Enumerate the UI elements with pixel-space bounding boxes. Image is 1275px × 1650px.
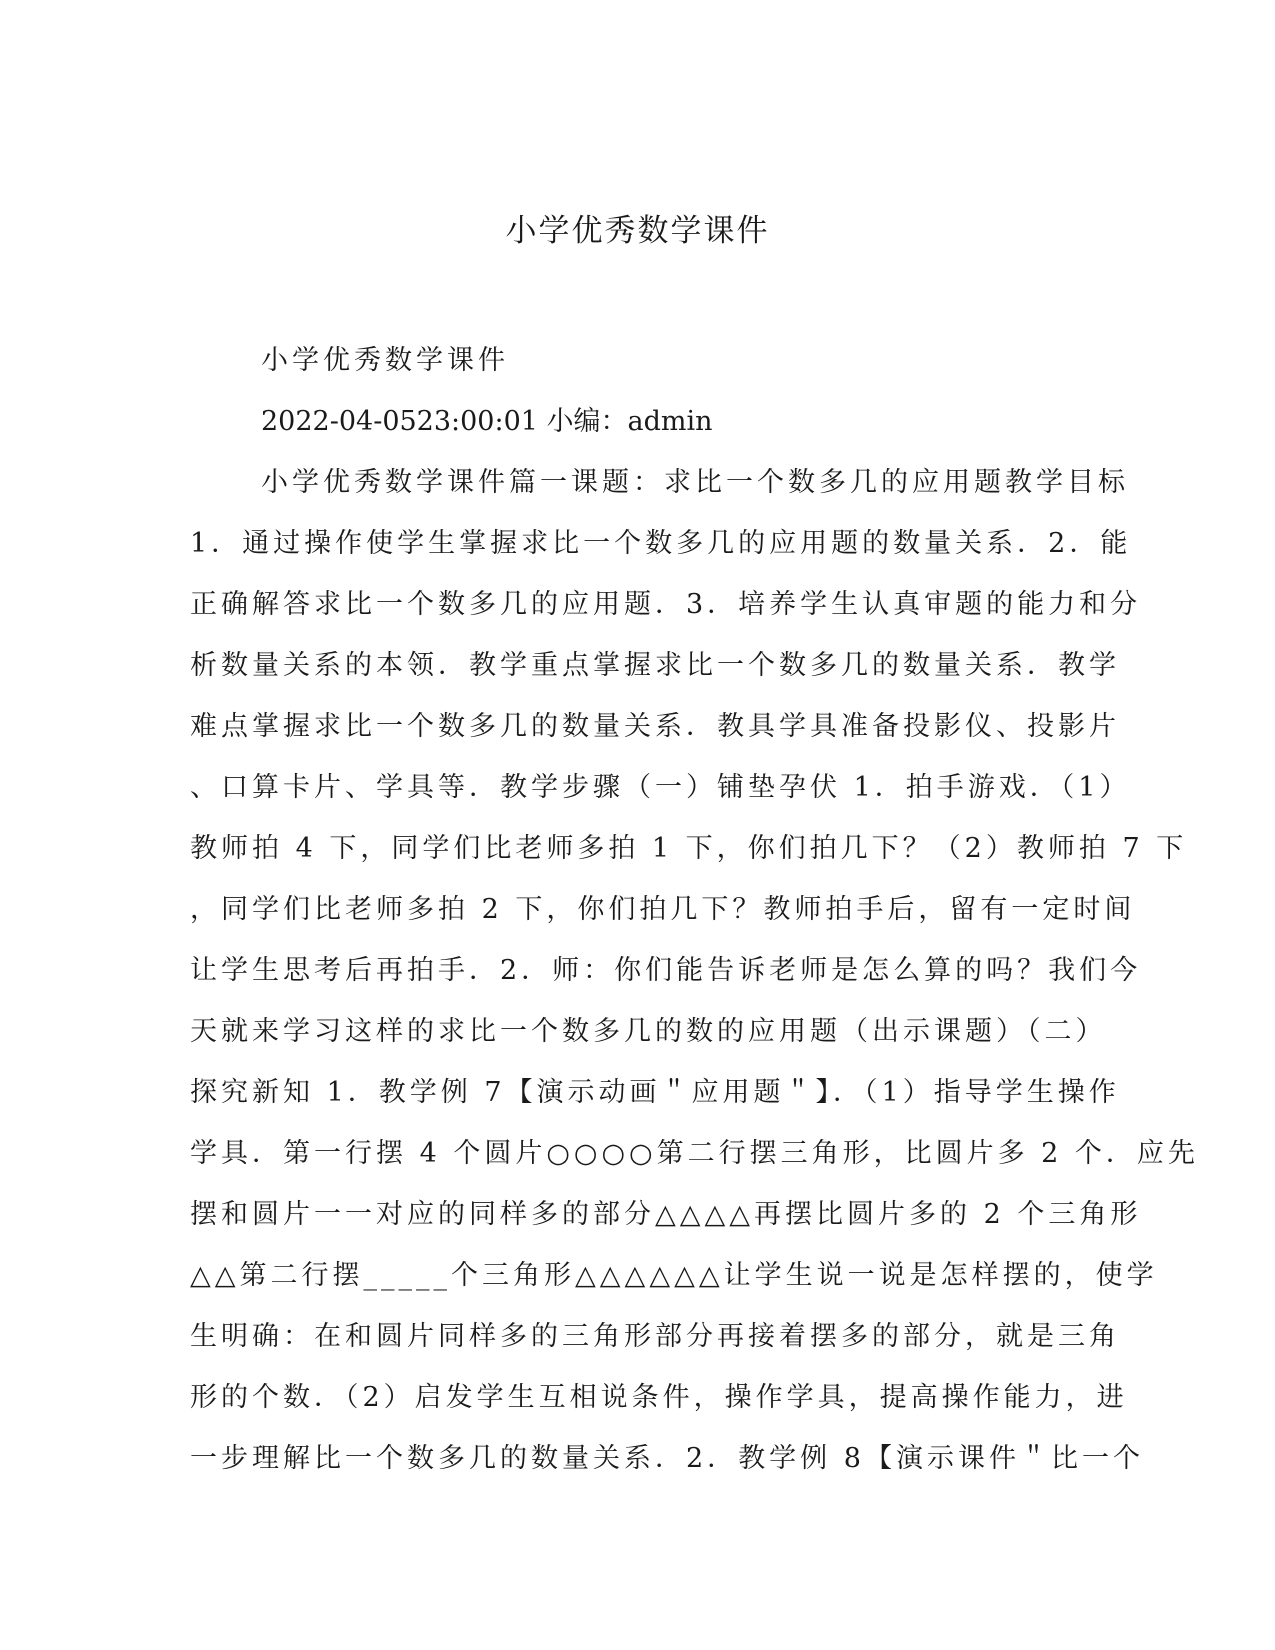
body-line: 学具．第一行摆 4 个圆片○○○○第二行摆三角形，比圆片多 2 个．应先 [190,1138,1199,1169]
body-line: ，同学们比老师多拍 2 下，你们拍几下？教师拍手后，留有一定时间 [190,894,1136,925]
body-line: 析数量关系的本领．教学重点掌握求比一个数多几的数量关系．教学 [190,650,1120,681]
body-line: 正确解答求比一个数多几的应用题．3．培养学生认真审题的能力和分 [190,589,1142,620]
body-line: 小学优秀数学课件篇一课题：求比一个数多几的应用题教学目标 [261,467,1129,498]
body-line: 1．通过操作使学生掌握求比一个数多几的应用题的数量关系．2．能 [190,528,1132,559]
body-line: 一步理解比一个数多几的数量关系．2．教学例 8【演示课件＂比一个 [190,1443,1144,1474]
body-line: 探究新知 1．教学例 7【演示动画＂应用题＂】．（1）指导学生操作 [190,1077,1120,1108]
body-line: 生明确：在和圆片同样多的三角形部分再接着摆多的部分，就是三角 [190,1321,1120,1352]
body-line: △△第二行摆_____个三角形△△△△△△让学生说一说是怎样摆的，使学 [190,1260,1158,1291]
body-line: 、口算卡片、学具等．教学步骤（一）铺垫孕伏 1．拍手游戏．（1） [190,772,1131,803]
document-content [190,330,1199,1489]
body-line: 形的个数．（2）启发学生互相说条件，操作学具，提高操作能力，进 [190,1382,1128,1413]
body-line: 教师拍 4 下，同学们比老师多拍 1 下，你们拍几下？（2）教师拍 7 下 [190,833,1188,864]
document-meta: 2022-04-0523:00:01 小编：admin [261,406,713,437]
body-line: 难点掌握求比一个数多几的数量关系．教具学具准备投影仪、投影片 [190,711,1120,742]
document-title: 小学优秀数学课件 [505,213,770,249]
body-line: 让学生思考后再拍手．2．师：你们能告诉老师是怎么算的吗？我们今 [190,955,1142,986]
body-line: 天就来学习这样的求比一个数多几的数的应用题（出示课题）（二） [190,1016,1107,1047]
document-subtitle: 小学优秀数学课件 [261,345,509,376]
body-line: 摆和圆片一一对应的同样多的部分△△△△再摆比圆片多的 2 个三角形 [190,1199,1142,1230]
